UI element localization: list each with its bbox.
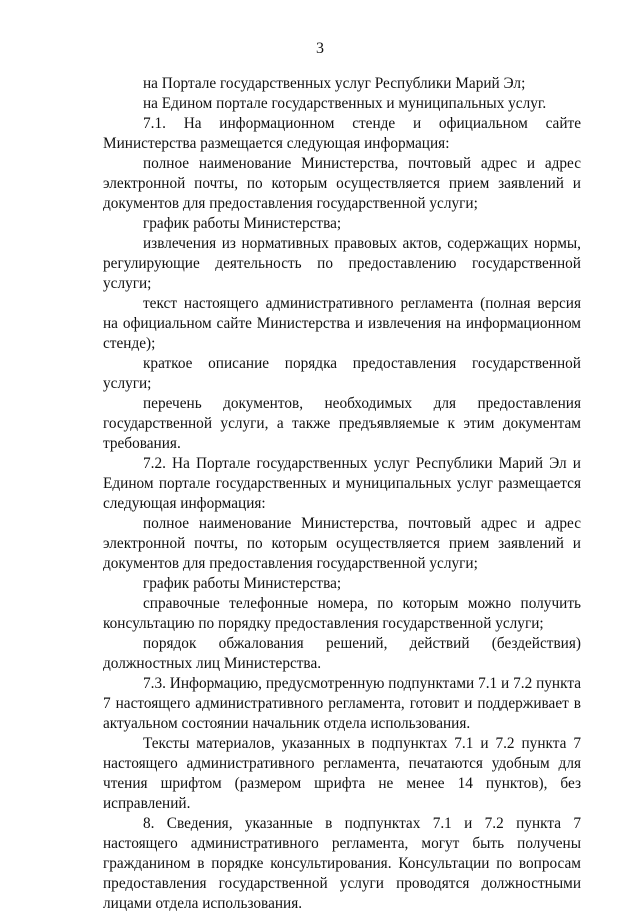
text-line: 8. Сведения, указанные в подпунктах 7.1 и 7.2 пункта 7 — [143, 815, 581, 832]
paragraph — [103, 114, 581, 154]
text-line: текст настоящего административного регламента (полная версия — [143, 295, 581, 312]
text-line: Тексты материалов, указанных в подпунктах 7.1 и 7.2 пункта 7 — [143, 735, 581, 752]
paragraph — [103, 454, 581, 514]
paragraph — [103, 634, 581, 674]
paragraph — [103, 514, 581, 574]
text-line: требования. — [103, 435, 181, 452]
paragraph — [103, 814, 581, 914]
text-line: предоставления государственной услуги проводятся должностными — [103, 875, 581, 892]
paragraph — [103, 154, 581, 214]
text-line: извлечения из нормативных правовых актов, содержащих нормы, — [143, 235, 581, 252]
text-line: краткое описание порядка предоставления государственной — [143, 355, 581, 372]
text-line: стенде); — [103, 335, 156, 352]
text-line: документов для предоставления государственной услуги; — [103, 195, 478, 212]
document-body — [103, 74, 581, 914]
text-line: гражданином в порядке консультирования. Консультации по вопросам — [103, 855, 581, 872]
paragraph — [103, 674, 581, 734]
text-line: 7.2. На Портале государственных услуг Республики Марий Эл и — [143, 455, 581, 472]
paragraph — [103, 734, 581, 814]
text-line: 7 настоящего административного регламента, готовит и поддерживает в — [103, 695, 581, 712]
text-line: 7.1. На информационном стенде и официальном сайте — [143, 115, 581, 132]
text-line: 7.3. Информацию, предусмотренную подпунктами 7.1 и 7.2 пункта — [143, 675, 581, 692]
text-line: услуги; — [103, 375, 152, 392]
text-line: полное наименование Министерства, почтовый адрес и адрес — [143, 155, 581, 172]
paragraph: график работы Министерства; — [143, 575, 342, 592]
text-line: документов для предоставления государственной услуги; — [103, 555, 478, 572]
text-line: электронной почты, по которым осуществляется прием заявлений и — [103, 175, 581, 192]
page-number: 3 — [316, 40, 324, 57]
text-line: следующая информация: — [103, 495, 266, 512]
text-line: консультацию по порядку предоставления государственной услуги; — [103, 615, 544, 632]
text-line: полное наименование Министерства, почтовый адрес и адрес — [143, 515, 581, 532]
paragraph: на Портале государственных услуг Республики Марий Эл; — [143, 75, 526, 92]
text-line: исправлений. — [103, 795, 191, 812]
text-line: на официальном сайте Министерства и извлечения на информационном — [103, 315, 581, 332]
text-line: настоящего административного регламента, могут быть получены — [103, 835, 581, 852]
text-line: актуальном состоянии начальник отдела использования. — [103, 715, 471, 732]
text-line: услуги; — [103, 275, 152, 292]
text-line: лицами отдела использования. — [103, 895, 303, 912]
paragraph: график работы Министерства; — [143, 215, 342, 232]
text-line: перечень документов, необходимых для предоставления — [143, 395, 581, 412]
paragraph — [103, 394, 581, 454]
paragraph: на Едином портале государственных и муниципальных услуг. — [143, 95, 547, 112]
paragraph — [103, 294, 581, 354]
text-line: справочные телефонные номера, по которым можно получить — [143, 595, 581, 612]
text-line: государственной услуги, а также предъявляемые к этим документам — [103, 415, 581, 432]
text-line: чтения шрифтом (размером шрифта не менее 14 пунктов), без — [103, 775, 581, 792]
paragraph — [103, 234, 581, 294]
text-line: настоящего административного регламента, печатаются удобным для — [103, 755, 581, 772]
paragraph — [103, 354, 581, 394]
text-line: Министерства размещается следующая информация: — [103, 135, 450, 152]
text-line: Едином портале государственных и муниципальных услуг размещается — [103, 475, 581, 492]
text-line: порядок обжалования решений, действий (бездействия) — [143, 635, 581, 652]
paragraph — [103, 594, 581, 634]
text-line: регулирующие деятельность по предоставлению государственной — [103, 255, 581, 272]
text-line: должностных лиц Министерства. — [103, 655, 322, 672]
text-line: электронной почты, по которым осуществляется прием заявлений и — [103, 535, 581, 552]
